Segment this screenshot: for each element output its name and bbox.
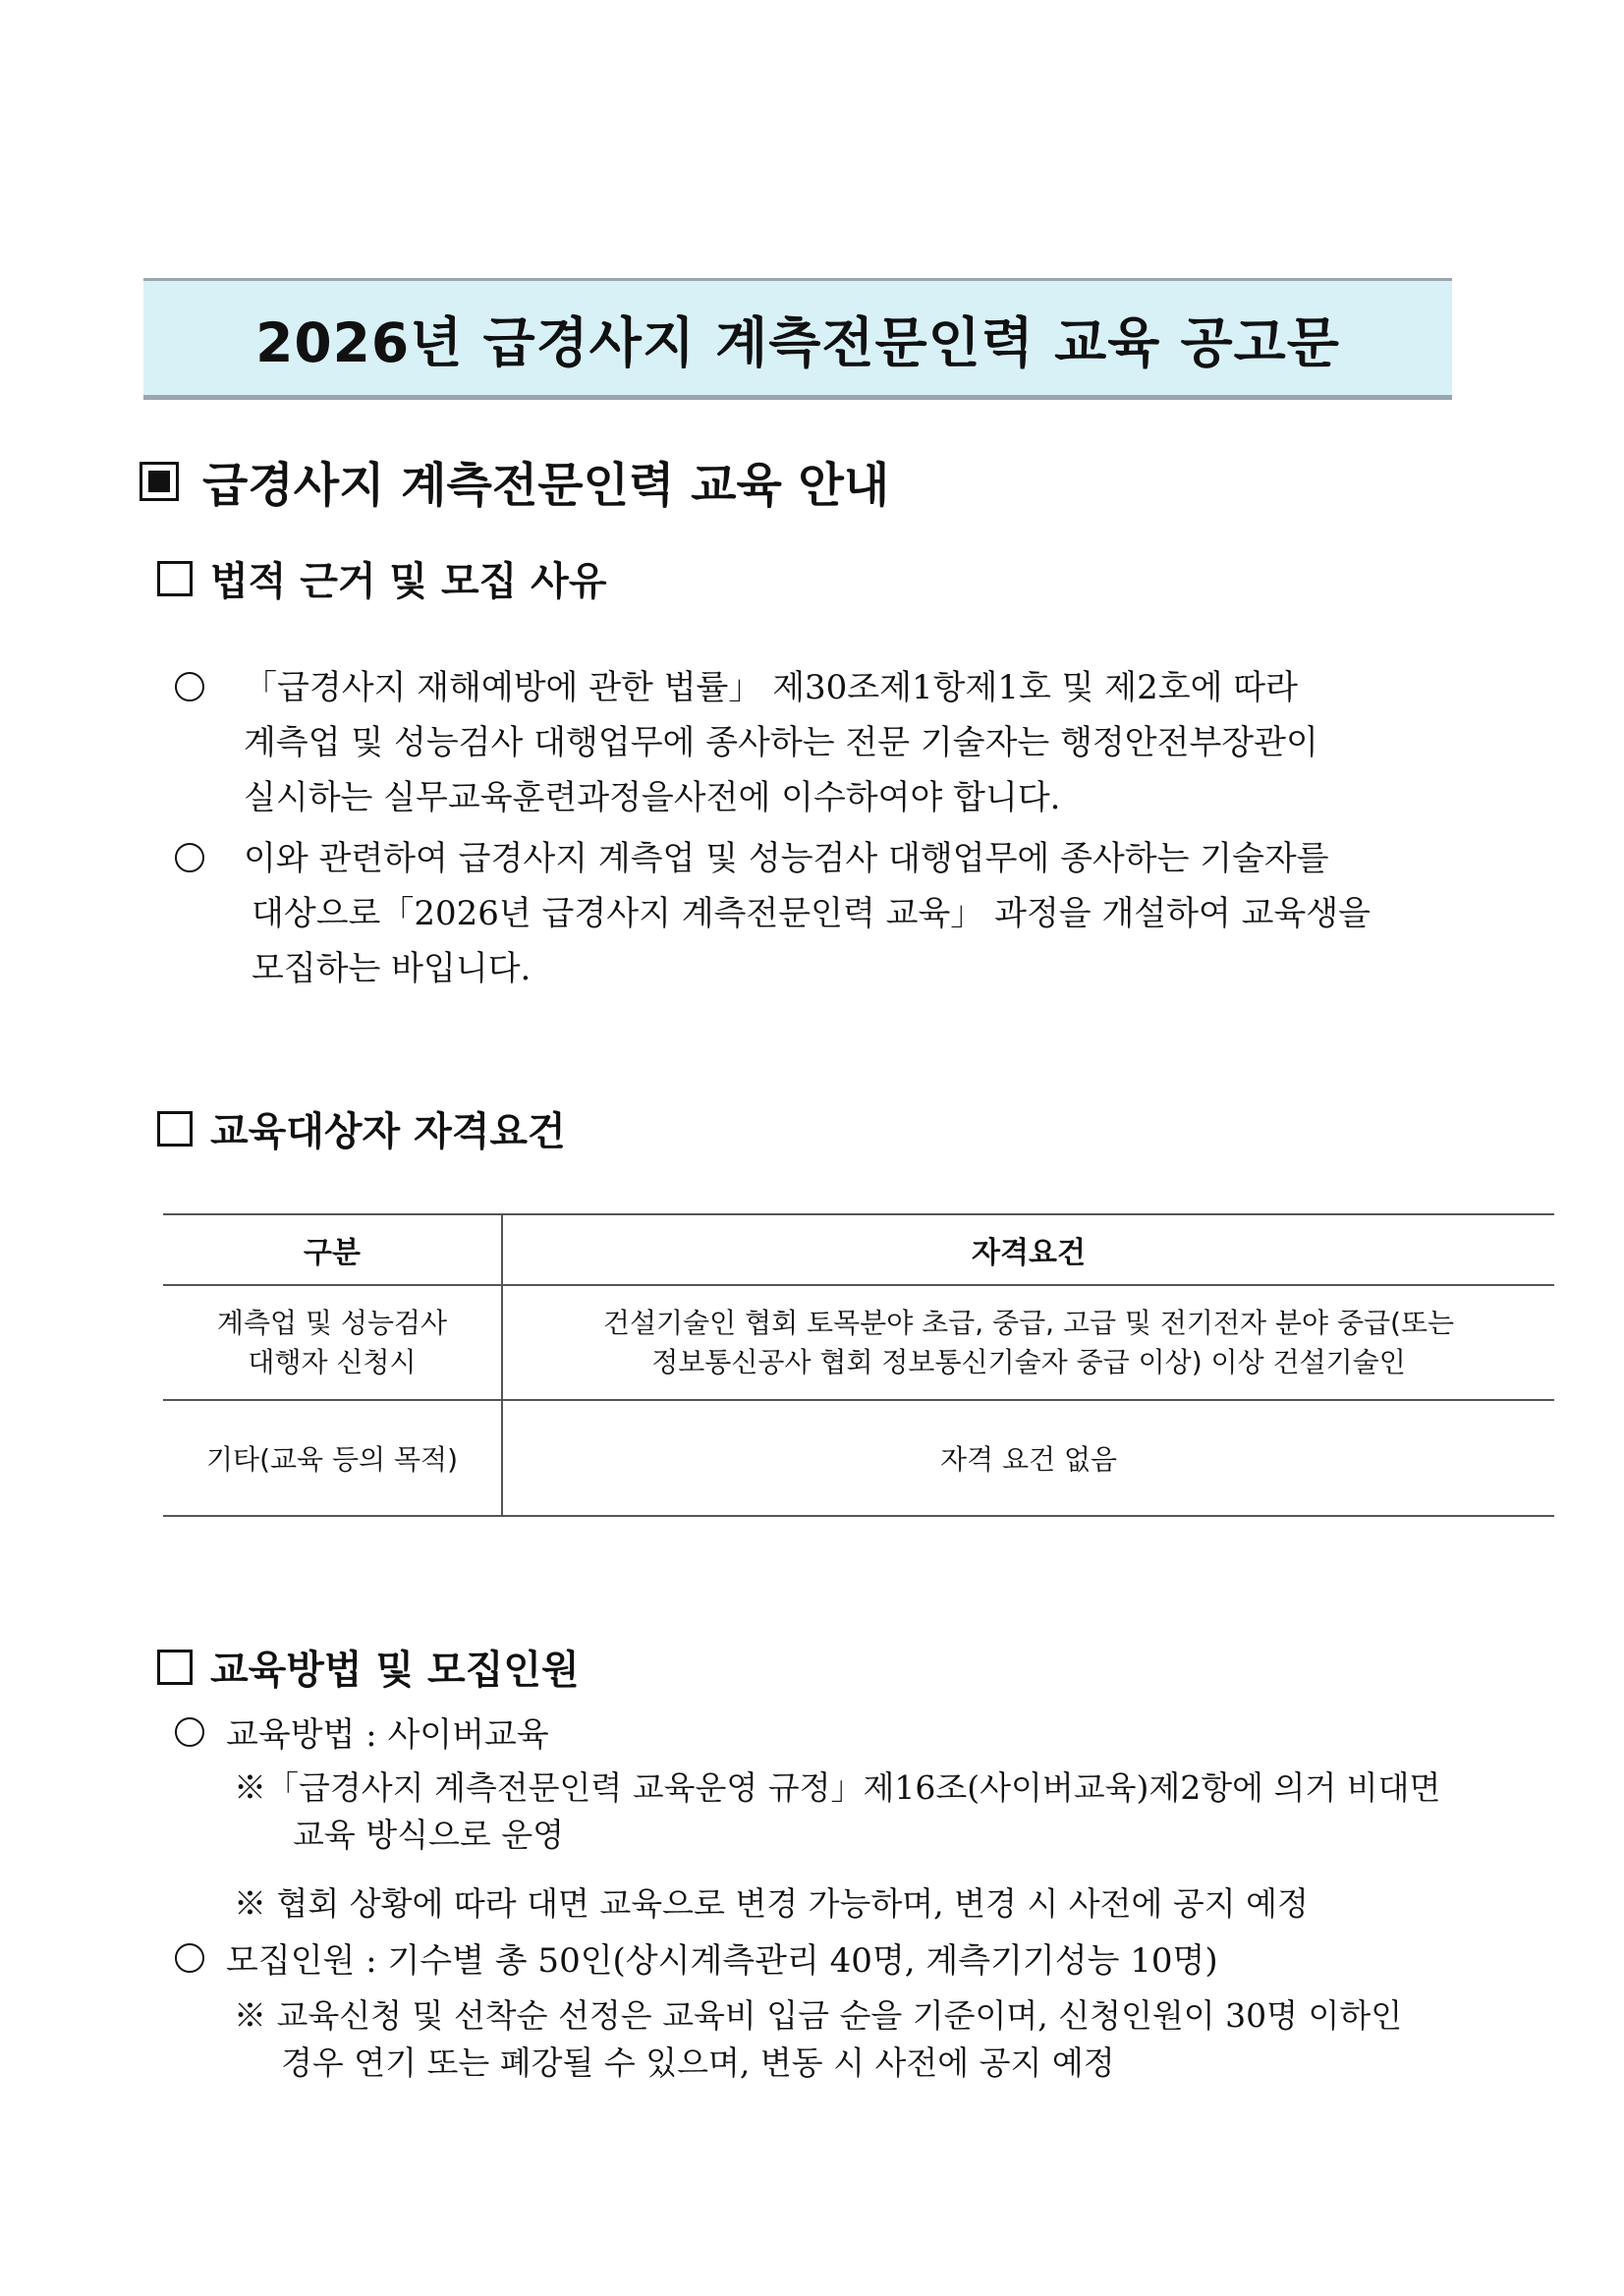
table-row	[163, 1400, 1554, 1516]
method-heading	[157, 1639, 580, 1695]
paragraph-line: 이와 관련하여 급경사지 계측업 및 성능검사 대행업무에 종사하는 기술자를	[244, 839, 1329, 878]
method-note-1-cont: 교육 방식으로 운영	[293, 1816, 565, 1854]
qualification-table	[163, 1213, 1554, 1517]
circle-bullet-icon	[175, 1943, 204, 1973]
filled-square-icon	[140, 462, 179, 501]
method-note-1: ※「급경사지 계측전문인력 교육운영 규정」제16조(사이버교육)제2항에 의거 비대면	[234, 1768, 1441, 1807]
main-section-title: 급경사지 계측전문인력 교육 안내	[202, 458, 890, 513]
paragraph-line: 모집하는 바입니다.	[252, 949, 532, 988]
recruit-note: ※ 교육신청 및 선착순 선정은 교육비 입금 순을 기준이며, 신청인원이 30명 이하인	[234, 1996, 1403, 2035]
empty-square-icon	[157, 561, 193, 596]
legal-paragraph-2	[175, 831, 1474, 988]
paragraph-line: 「급경사지 재해예방에 관한 법률」 제30조제1항제1호 및 제2호에 따라	[244, 668, 1298, 707]
method-note-2: ※ 협회 상황에 따라 대면 교육으로 변경 가능하며, 변경 시 사전에 공지 예정	[234, 1884, 1309, 1923]
title-banner	[143, 278, 1452, 400]
recruit-text: 모집인원 : 기수별 총 50인(상시계측관리 40명, 계측기기성능 10명)	[226, 1941, 1218, 1981]
row2-requirement: 자격 요건 없음	[502, 1400, 1554, 1516]
circle-bullet-icon	[175, 843, 204, 872]
circle-bullet-icon	[175, 672, 204, 701]
paragraph-line: 대상으로「2026년 급경사지 계측전문인력 교육」 과정을 개설하여 교육생을	[252, 894, 1372, 933]
method-title: 교육방법 및 모집인원	[210, 1648, 580, 1693]
circle-bullet-icon	[175, 1717, 204, 1747]
paragraph-line: 계측업 및 성능검사 대행업무에 종사하는 전문 기술자는 행정안전부장관이	[244, 723, 1318, 762]
empty-square-icon	[157, 1111, 193, 1147]
table-row	[163, 1285, 1554, 1400]
legal-basis-title: 법적 근거 및 모집 사유	[210, 559, 607, 604]
qualification-heading	[157, 1100, 566, 1156]
page-title: 2026년 급경사지 계측전문인력 교육 공고문	[255, 310, 1340, 374]
main-section-heading	[140, 447, 889, 515]
paragraph-line: 실시하는 실무교육훈련과정을사전에 이수하여야 합니다.	[244, 778, 1061, 817]
qualification-title: 교육대상자 자격요건	[210, 1109, 566, 1154]
empty-square-icon	[157, 1650, 193, 1685]
recruit-note-cont: 경우 연기 또는 폐강될 수 있으며, 변동 시 사전에 공지 예정	[281, 2044, 1115, 2082]
legal-basis-heading	[157, 550, 606, 606]
cell-line: 계측업 및 성능검사	[216, 1306, 448, 1339]
method-item	[175, 1708, 1452, 1757]
header-requirement: 자격요건	[502, 1214, 1554, 1285]
cell-line: 정보통신공사 협회 정보통신기술자 중급 이상) 이상 건설기술인	[651, 1345, 1406, 1378]
cell-line: 건설기술인 협회 토목분야 초급, 중급, 고급 및 전기전자 분야 중급(또는	[602, 1306, 1455, 1339]
legal-paragraph-1	[175, 660, 1474, 817]
row2-category: 기타(교육 등의 목적)	[163, 1400, 502, 1516]
header-category: 구분	[163, 1214, 502, 1285]
recruit-item	[175, 1933, 1452, 1983]
row1-category	[163, 1285, 502, 1400]
table-header-row	[163, 1214, 1554, 1285]
method-text: 교육방법 : 사이버교육	[226, 1715, 549, 1755]
cell-line: 대행자 신청시	[248, 1345, 417, 1378]
row1-requirement	[502, 1285, 1554, 1400]
